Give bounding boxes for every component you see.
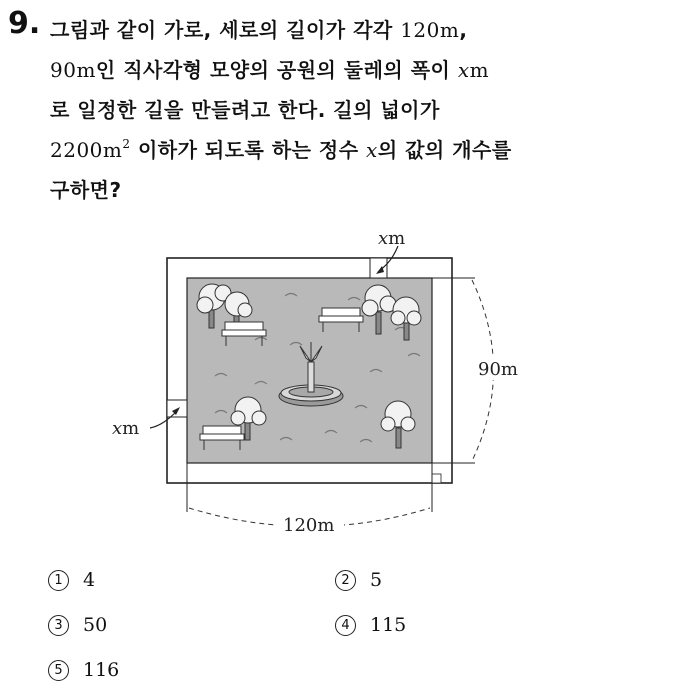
choice-2-value: 5 (370, 569, 383, 591)
top-width-marker (370, 258, 387, 278)
choice-3[interactable] (48, 614, 107, 636)
choice-2-mark: 2 (335, 570, 356, 591)
choice-3-mark: 3 (48, 615, 69, 636)
choice-5-value: 116 (83, 659, 120, 681)
q5-text: 구하면? (50, 178, 122, 202)
top-x-label: xm (378, 228, 406, 249)
choice-2[interactable] (335, 569, 382, 591)
q4-text: 이하가 되도록 하는 정수 (130, 138, 367, 162)
width-label: 120m (283, 515, 335, 536)
choice-3-value: 50 (83, 614, 108, 636)
choice-1-value: 4 (83, 569, 96, 591)
q4-area: 2200m (50, 138, 123, 162)
q4-var: x (366, 138, 378, 162)
choice-4-mark: 4 (335, 615, 356, 636)
q1-width: 120m (400, 18, 460, 42)
left-x-label: xm (112, 418, 140, 439)
q1-comma: , (459, 18, 468, 42)
choice-5-mark: 5 (48, 660, 69, 681)
question-number: 9. (8, 6, 41, 41)
choice-4-value: 115 (370, 614, 407, 636)
q2-unit: m (469, 58, 490, 82)
choice-1[interactable] (48, 569, 95, 591)
choice-4[interactable] (335, 614, 406, 636)
height-label: 90m (478, 359, 518, 380)
q4-text2: 의 값의 개수를 (377, 138, 512, 162)
q3-text: 로 일정한 길을 만들려고 한다. 길의 넓이가 (50, 98, 440, 122)
choice-5[interactable] (48, 659, 119, 681)
choice-1-mark: 1 (48, 570, 69, 591)
corner-marker (432, 474, 441, 483)
q4-sup: 2 (122, 137, 131, 151)
q2-text: 인 직사각형 모양의 공원의 둘레의 폭이 (95, 58, 458, 82)
q2-var: x (457, 58, 470, 82)
q1-text: 그림과 같이 가로, 세로의 길이가 각각 (50, 18, 401, 42)
q2-height: 90m (50, 58, 96, 82)
